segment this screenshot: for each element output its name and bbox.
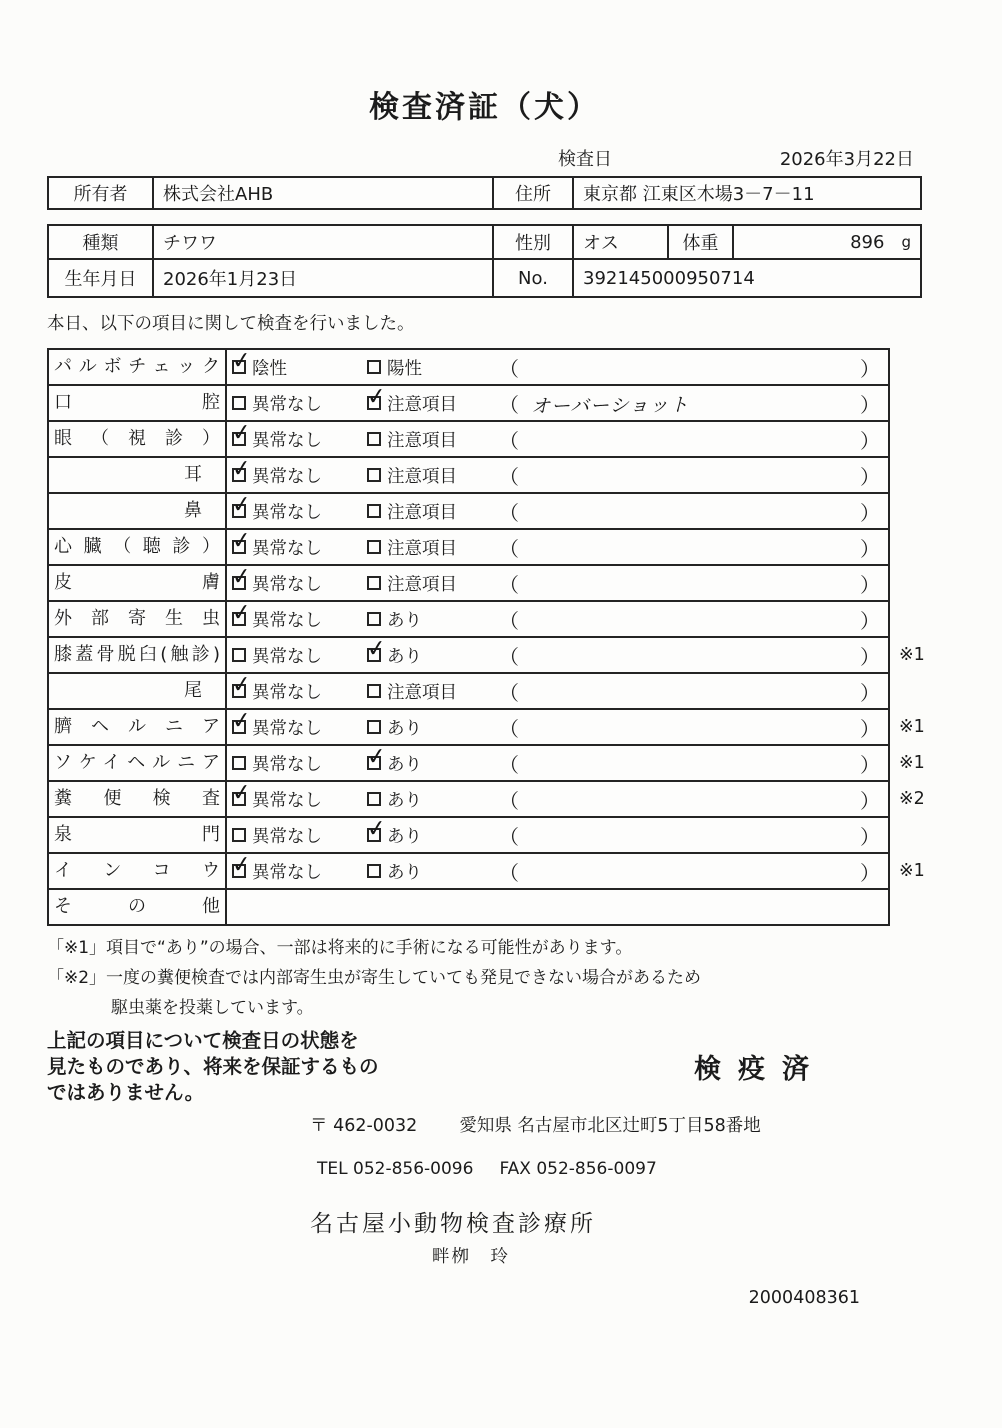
weight-value: 896 (850, 231, 885, 253)
disclaimer-line-1: 上記の項目について検査日の状態を (47, 1028, 359, 1052)
comment-zone (497, 458, 888, 492)
footnote-1: 「※1」項目で“あり”の場合、一部は将来的に手術になる可能性があります。 (47, 938, 633, 958)
option-label: 異常なし (252, 394, 322, 415)
signature-section (47, 1028, 922, 1106)
comment-zone (497, 818, 888, 852)
checkbox (367, 576, 381, 590)
inspection-item-label: 眼（視診） (49, 422, 227, 456)
checkbox (367, 468, 381, 482)
comment-zone (497, 782, 888, 816)
footnote-reference (890, 456, 934, 494)
inspection-option-1 (232, 751, 362, 776)
option-label: 注意項目 (387, 574, 457, 595)
inspection-row-box (47, 852, 890, 890)
handwritten-comment (519, 725, 860, 729)
inspection-option-1 (230, 851, 362, 884)
inspection-option-1 (232, 643, 362, 668)
inspection-row (47, 707, 925, 746)
handwritten-comment (519, 581, 860, 585)
comment-zone (497, 350, 888, 384)
handwritten-comment (519, 797, 860, 801)
paren-close: ） (860, 500, 880, 525)
inspection-row-box (47, 600, 890, 638)
birthdate-label: 生年月日 (64, 269, 137, 290)
inspection-item-label: 心臓（聴診） (49, 530, 227, 564)
inspection-row-box (47, 492, 890, 530)
pet-info-table-row2 (47, 258, 922, 298)
clinic-fax: FAX 052-856-0097 (499, 1158, 657, 1179)
paren-open: （ (499, 788, 519, 813)
footnote-reference: ※2 (899, 789, 925, 809)
paren-open: （ (499, 572, 519, 597)
weight-label: 体重 (667, 226, 732, 258)
checkbox (230, 707, 253, 735)
checkbox (230, 419, 253, 447)
check-icon: ✓ (230, 707, 253, 735)
inspection-row (47, 456, 922, 494)
inspection-option-2 (367, 607, 497, 632)
footnote-reference: ※1 (899, 717, 925, 737)
inspection-date-label: 検査日 (558, 149, 612, 170)
paren-close: ） (860, 608, 880, 633)
inspection-option-1 (230, 455, 362, 488)
option-label: 注意項目 (387, 502, 457, 523)
paren-open: （ (499, 860, 519, 885)
footnote-reference: ※1 (899, 861, 925, 881)
option-label: 異常なし (252, 790, 322, 811)
inspection-item-label: 皮膚 (49, 566, 227, 600)
handwritten-comment (499, 905, 880, 909)
inspection-item-label: 耳 (49, 458, 227, 492)
disclaimer (47, 1028, 497, 1106)
inspection-option-2 (365, 383, 497, 416)
handwritten-comment: オーバーショット (530, 393, 690, 418)
footnotes (47, 937, 922, 1020)
checkbox (367, 540, 381, 554)
comment-zone (497, 566, 888, 600)
paren-open: （ (499, 716, 519, 741)
option-label: あり (387, 718, 422, 739)
comment-zone (497, 602, 888, 636)
option-label: 注意項目 (387, 466, 457, 487)
handwritten-comment (519, 365, 860, 369)
inspection-row (47, 384, 922, 422)
footnote-reference (890, 420, 934, 458)
inspection-row (47, 635, 925, 674)
check-icon: ✓ (365, 383, 388, 411)
handwritten-comment (519, 689, 860, 693)
clinic-name: 名古屋小動物検査診療所 (310, 1210, 596, 1237)
option-label: 異常なし (252, 862, 322, 883)
checkbox (367, 612, 381, 626)
paren-close: ） (860, 716, 880, 741)
clinic-contact-row (317, 1159, 922, 1179)
inspection-item-label: 糞便検査 (49, 782, 227, 816)
inspection-option-2 (367, 859, 497, 884)
footnote-reference: ※1 (899, 753, 925, 773)
paren-open: （ (499, 392, 519, 417)
checkbox (230, 527, 253, 555)
veterinarian-name: 畔栁 玲 (432, 1246, 510, 1267)
clinic-address-row (310, 1112, 922, 1137)
inspection-option-1 (230, 779, 362, 812)
inspection-option-1 (230, 563, 362, 596)
inspection-row (47, 779, 925, 818)
inspection-item-label: インコウ (49, 854, 227, 888)
paren-close: ） (860, 824, 880, 849)
option-label: あり (387, 790, 422, 811)
inspection-option-2 (367, 571, 497, 596)
footnote-2: 「※2」一度の糞便検査では内部寄生虫が寄生していても発見できない場合があるため (47, 967, 702, 988)
footnote-reference (890, 816, 934, 854)
inspection-item-label: 尾 (49, 674, 227, 708)
paren-close: ） (860, 536, 880, 561)
option-label: 陽性 (387, 358, 422, 379)
comment-zone (497, 422, 888, 456)
paren-open: （ (499, 500, 519, 525)
checkbox (367, 792, 381, 806)
address-value: 東京都 江東区木場3－7－11 (572, 178, 920, 208)
inspection-row-box (47, 564, 890, 602)
check-icon: ✓ (365, 743, 388, 771)
option-label: 異常なし (252, 538, 322, 559)
paren-open: （ (499, 356, 519, 381)
inspection-item-label: 膝蓋骨脱臼(触診) (49, 638, 227, 672)
inspection-option-1 (230, 671, 362, 704)
inspection-row-box (47, 456, 890, 494)
paren-close: ） (860, 788, 880, 813)
option-label: 異常なし (252, 466, 322, 487)
sex-value: オス (572, 226, 667, 258)
inspection-row (47, 888, 922, 926)
inspection-option-2 (367, 427, 497, 452)
option-label: 異常なし (252, 646, 322, 667)
inspection-option-2 (367, 499, 497, 524)
handwritten-comment (519, 545, 860, 549)
inspection-item-label: パルボチェック (49, 350, 227, 384)
option-label: 陰性 (252, 358, 287, 379)
checkbox (365, 635, 388, 663)
inspection-item-label: その他 (49, 890, 227, 924)
checkbox (367, 864, 381, 878)
inspection-option-1 (230, 491, 362, 524)
check-icon: ✓ (230, 419, 253, 447)
inspection-row (47, 420, 922, 458)
paren-open: （ (499, 824, 519, 849)
comment-zone (497, 386, 888, 420)
option-label: あり (387, 826, 422, 847)
footnote-reference (890, 528, 934, 566)
paren-open: （ (499, 680, 519, 705)
inspection-option-1 (232, 391, 362, 416)
option-label: 注意項目 (387, 538, 457, 559)
footnote-reference (890, 564, 934, 602)
check-icon: ✓ (230, 851, 253, 879)
inspection-row-box (47, 384, 890, 422)
pet-info-table-row1 (47, 224, 922, 260)
comment-zone (497, 494, 888, 528)
inspection-row-box (47, 744, 890, 782)
inspection-row-box (47, 348, 890, 386)
owner-label: 所有者 (73, 184, 128, 205)
handwritten-comment (519, 437, 860, 441)
inspection-row (47, 492, 922, 530)
paren-open: （ (499, 464, 519, 489)
option-label: 注意項目 (387, 394, 457, 415)
checkbox (232, 648, 246, 662)
inspection-option-2 (365, 635, 497, 668)
inspection-option-1 (230, 527, 362, 560)
option-label: 異常なし (252, 610, 322, 631)
option-label: 異常なし (252, 682, 322, 703)
checkbox (367, 684, 381, 698)
disclaimer-line-2: 見たものであり、将来を保証するもの (47, 1054, 379, 1078)
footnote-2-continued: 駆虫薬を投薬しています。 (111, 997, 314, 1018)
check-icon: ✓ (230, 347, 253, 375)
inspection-row (47, 600, 922, 638)
inspection-item-label: ソケイヘルニア (49, 746, 227, 780)
option-label: 異常なし (252, 754, 322, 775)
footnote-reference (890, 600, 934, 638)
checkbox (367, 432, 381, 446)
handwritten-comment (519, 509, 860, 513)
comment-zone (497, 854, 888, 888)
inspection-option-2 (365, 815, 497, 848)
handwritten-comment (519, 473, 860, 477)
inspection-row-box (47, 888, 890, 926)
owner-address-table (47, 176, 922, 210)
inspection-option-1 (230, 419, 362, 452)
serial-number: 2000408361 (748, 1287, 860, 1308)
paren-close: ） (860, 392, 880, 417)
inspection-date-value: 2026年3月22日 (779, 149, 914, 170)
checkbox (365, 815, 388, 843)
inspection-option-2 (367, 679, 497, 704)
check-icon: ✓ (230, 455, 253, 483)
checkbox (365, 383, 388, 411)
inspection-table (47, 347, 925, 926)
inspection-item-label: 臍ヘルニア (49, 710, 227, 744)
breed-label: 種類 (82, 233, 119, 254)
handwritten-comment (519, 617, 860, 621)
checkbox (230, 347, 253, 375)
address-label: 住所 (492, 178, 572, 208)
inspection-option-1 (230, 599, 362, 632)
comment-zone (497, 710, 888, 744)
paren-close: ） (860, 644, 880, 669)
paren-close: ） (860, 680, 880, 705)
checkbox (232, 828, 246, 842)
intro-text: 本日、以下の項目に関して検査を行いました。 (47, 314, 415, 334)
inspection-option-2 (367, 715, 497, 740)
handwritten-comment (519, 833, 860, 837)
postal-code: 〒 462-0032 (310, 1115, 418, 1136)
checkbox (365, 743, 388, 771)
option-label: 異常なし (252, 826, 322, 847)
paren-open: （ (499, 536, 519, 561)
checkbox (230, 455, 253, 483)
certificate-no-value: 392145000950714 (572, 260, 920, 296)
inspection-date-row (47, 146, 922, 170)
comment-zone (497, 530, 888, 564)
inspection-option-2 (367, 535, 497, 560)
inspection-item-label: 外部寄生虫 (49, 602, 227, 636)
check-icon: ✓ (230, 563, 253, 591)
inspection-row-box (47, 672, 890, 710)
paren-open: （ (499, 644, 519, 669)
certificate-no-label: No. (492, 260, 572, 296)
inspection-option-1 (232, 823, 362, 848)
handwritten-comment (519, 761, 860, 765)
clinic-tel: TEL 052-856-0096 (317, 1158, 474, 1179)
comment-zone (497, 674, 888, 708)
paren-open: （ (499, 608, 519, 633)
footnote-reference (890, 348, 934, 386)
inspection-row-box (47, 708, 890, 746)
breed-value: チワワ (152, 226, 492, 258)
option-label: 注意項目 (387, 430, 457, 451)
clinic-address: 愛知県 名古屋市北区辻町5丁目58番地 (459, 1115, 761, 1136)
check-icon: ✓ (230, 671, 253, 699)
option-label: あり (387, 646, 422, 667)
inspection-row (47, 348, 922, 386)
comment-zone (497, 638, 888, 672)
checkbox (230, 491, 253, 519)
paren-close: ） (860, 356, 880, 381)
footnote-reference (890, 888, 934, 926)
document-title: 検査済証（犬） (369, 90, 600, 125)
inspection-item-label: 口腔 (49, 386, 227, 420)
comment-zone (497, 746, 888, 780)
check-icon: ✓ (230, 491, 253, 519)
checkbox (232, 396, 246, 410)
checkbox (230, 779, 253, 807)
inspection-option-1 (230, 347, 362, 380)
inspection-option-1 (230, 707, 362, 740)
owner-value: 株式会社AHB (152, 178, 492, 208)
option-label: 異常なし (252, 502, 322, 523)
paren-close: ） (860, 572, 880, 597)
checkbox (230, 851, 253, 879)
footnote-reference (890, 672, 934, 710)
checkbox (367, 504, 381, 518)
inspection-row-box (47, 636, 890, 674)
checkbox (230, 671, 253, 699)
check-icon: ✓ (230, 599, 253, 627)
disclaimer-line-3: ではありません。 (47, 1080, 205, 1104)
option-label: あり (387, 754, 422, 775)
inspection-option-2 (367, 787, 497, 812)
footnote-reference: ※1 (899, 645, 925, 665)
weight-unit: g (901, 233, 911, 251)
footnote-reference (890, 384, 934, 422)
option-label: あり (387, 610, 422, 631)
option-label: 注意項目 (387, 682, 457, 703)
inspection-row (47, 528, 922, 566)
paren-open: （ (499, 428, 519, 453)
inspection-option-2 (367, 355, 497, 380)
checkbox (367, 360, 381, 374)
comment-zone (497, 890, 888, 924)
checkbox (232, 756, 246, 770)
inspection-row-box (47, 528, 890, 566)
weight-cell (732, 226, 920, 258)
inspection-row-box (47, 780, 890, 818)
inspection-row-box (47, 420, 890, 458)
handwritten-comment (519, 869, 860, 873)
option-label: 異常なし (252, 430, 322, 451)
check-icon: ✓ (230, 527, 253, 555)
paren-close: ） (860, 752, 880, 777)
paren-open: （ (499, 752, 519, 777)
checkbox (367, 720, 381, 734)
inspection-row (47, 743, 925, 782)
quarantine-stamp: 検疫済 (694, 1054, 826, 1086)
inspection-row (47, 851, 925, 890)
handwritten-comment (519, 653, 860, 657)
check-icon: ✓ (230, 779, 253, 807)
paren-close: ） (860, 860, 880, 885)
birthdate-value: 2026年1月23日 (152, 260, 492, 296)
check-icon: ✓ (365, 635, 388, 663)
inspection-item-label: 鼻 (49, 494, 227, 528)
check-icon: ✓ (365, 815, 388, 843)
inspection-option-2 (367, 463, 497, 488)
option-label: 異常なし (252, 718, 322, 739)
inspection-item-label: 泉門 (49, 818, 227, 852)
paren-close: ） (860, 464, 880, 489)
checkbox (230, 599, 253, 627)
paren-close: ） (860, 428, 880, 453)
inspection-row-box (47, 816, 890, 854)
inspection-row (47, 816, 922, 854)
checkbox (230, 563, 253, 591)
inspection-row (47, 672, 922, 710)
option-label: 異常なし (252, 574, 322, 595)
footnote-reference (890, 492, 934, 530)
inspection-row (47, 564, 922, 602)
sex-label: 性別 (492, 226, 572, 258)
option-label: あり (387, 862, 422, 883)
inspection-option-2 (365, 743, 497, 776)
